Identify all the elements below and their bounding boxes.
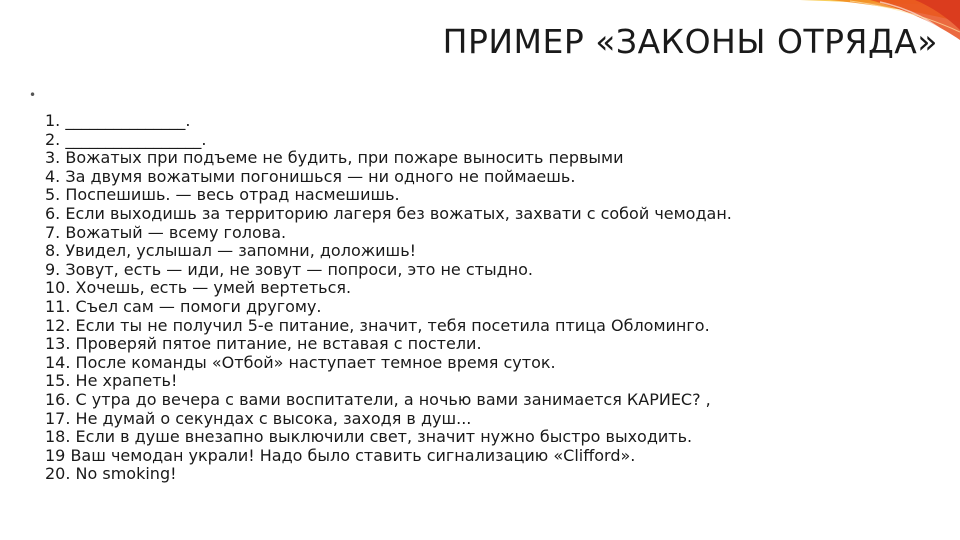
rule-item: 16. С утра до вечера с вами воспитатели, а ночью вами занимается КАРИЕС? ,	[45, 389, 711, 409]
rule-item: 11. Съел сам — помоги другому.	[45, 296, 322, 316]
rule-item: 7. Вожатый — всему голова.	[45, 222, 287, 242]
rule-item: 8. Увидел, услышал — запомни, доложишь!	[45, 241, 417, 261]
rule-item: 19 Ваш чемодан украли! Надо было ставить сигнализацию «Clifford».	[45, 445, 636, 465]
rule-item: 20. No smoking!	[45, 464, 177, 484]
rule-item: 5. Поспешишь. — весь отрад насмешишь.	[45, 185, 400, 205]
rule-item: 9. Зовут, есть — иди, не зовут — попроси, это не стыдно.	[45, 259, 533, 279]
rule-item: 17. Не думай о секундах с высока, заходя в душ...	[45, 408, 472, 428]
slide-title: ПРИМЕР «ЗАКОНЫ ОТРЯДА»	[442, 22, 938, 61]
rule-item: 6. Если выходишь за территорию лагеря без вожатых, захвати с собой чемодан.	[45, 203, 732, 223]
bullet-marker: •	[29, 88, 37, 102]
rule-item: 2. _________________.	[45, 129, 207, 149]
rule-item: 15. Не храпеть!	[45, 371, 178, 391]
rule-item: 12. Если ты не получил 5-е питание, значит, тебя посетила птица Обломинго.	[45, 315, 710, 335]
rule-item: 18. Если в душе внезапно выключили свет, значит нужно быстро выходить.	[45, 427, 693, 447]
rule-item: 1. _______________.	[45, 111, 191, 130]
rule-item: 4. За двумя вожатыми погонишься — ни одного не поймаешь.	[45, 166, 576, 186]
rule-item: 10. Хочешь, есть — умей вертеться.	[45, 278, 352, 298]
rules-list	[45, 112, 925, 484]
rule-item: 3. Вожатых при подъеме не будить, при пожаре выносить первыми	[45, 148, 624, 168]
rule-item: 13. Проверяй пятое питание, не вставая с постели.	[45, 334, 482, 354]
rule-item: 14. После команды «Отбой» наступает темное время суток.	[45, 352, 556, 372]
